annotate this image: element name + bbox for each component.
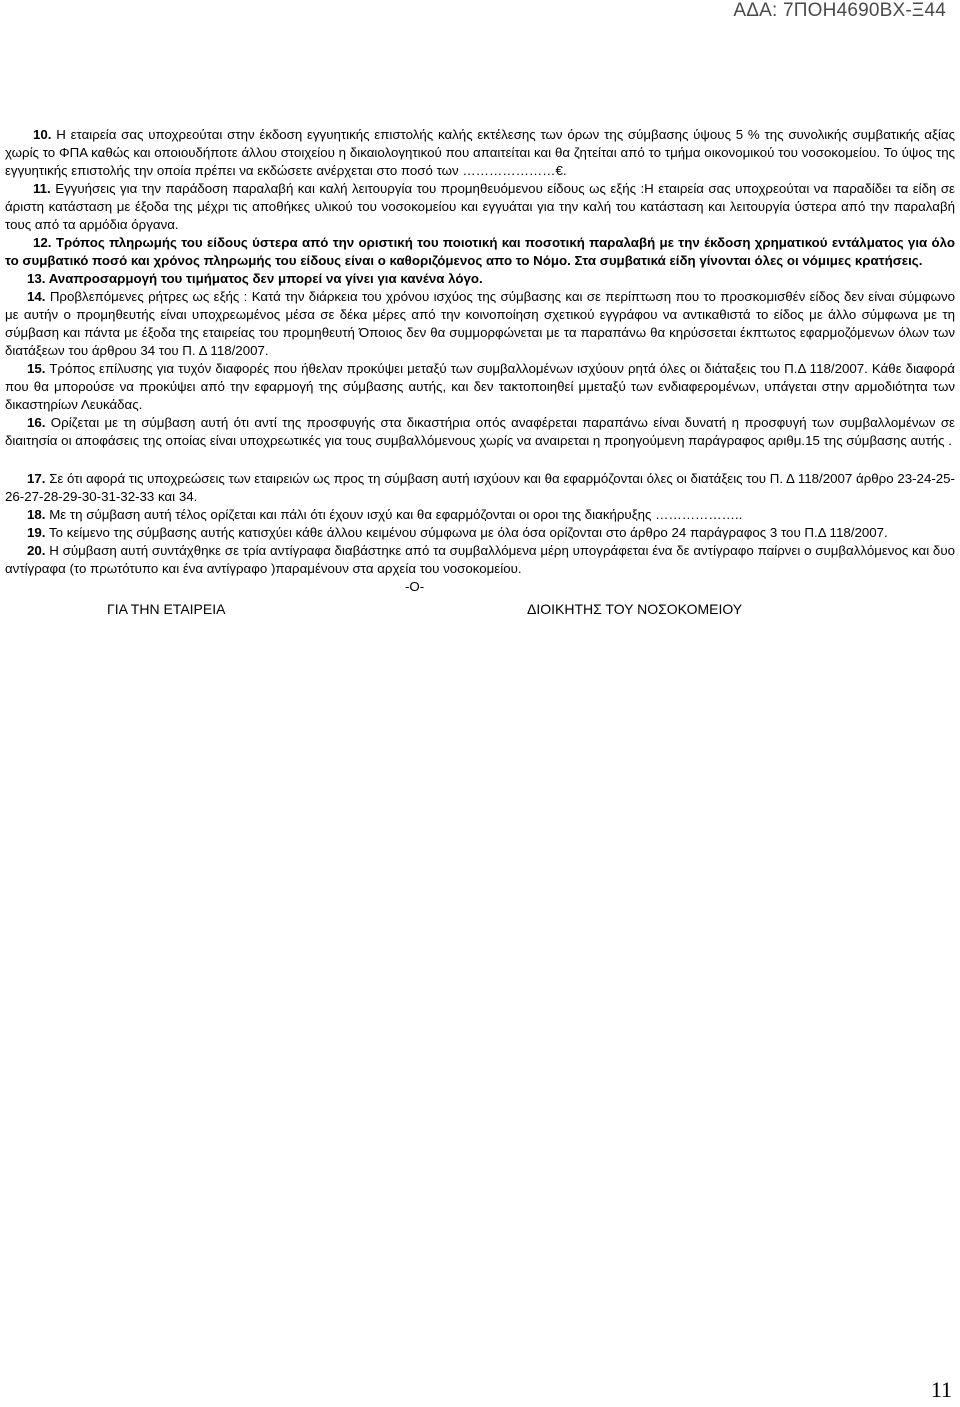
clause-13 <box>5 270 955 288</box>
signature-director: ΔΙΟΙΚΗΤΗΣ ΤΟΥ ΝΟΣΟΚΟΜΕΙΟΥ <box>527 601 743 617</box>
clause-text: Τρόπος πληρωμής του είδους ύστερα από την οριστική του ποιοτική και ποσοτική παραλαβή με την έκδοση χρηματικού εντάλματος για όλο το συμβατικό ποσό και χρόνος πληρωμής του είδους είναι ο καθοριζόμενος απο το Νόμο. Στα συμβατικά είδη γίνονται όλες οι νόμιμες κρατήσεις. <box>5 235 955 268</box>
clause-text: Σε ότι αφορά τις υποχρεώσεις των εταιρειών ως προς τη σύμβαση αυτή ισχύουν και θα εφαρμόζονται όλες οι διατάξεις του Π. Δ 118/2007 άρθρο 23-24-25-26-27-28-29-30-31-32-33 και 34. <box>5 471 955 504</box>
clause-text: Αναπροσαρμογή του τιμήματος δεν μπορεί να γίνει για κανένα λόγο. <box>45 271 483 286</box>
clause-number: 15. <box>27 361 46 376</box>
clause-number: 17. <box>27 471 46 486</box>
clause-15 <box>5 360 955 414</box>
clause-11 <box>5 180 955 234</box>
clause-14 <box>5 288 955 360</box>
contract-body <box>5 126 955 622</box>
closing-mark: -Ο- <box>405 579 425 594</box>
ada-code: ΑΔΑ: 7ΠΟΗ4690ΒΧ-Ξ44 <box>733 0 946 21</box>
spacer <box>5 450 955 470</box>
clause-10 <box>5 126 955 180</box>
clause-12 <box>5 234 955 270</box>
clause-text: Ορίζεται με τη σύμβαση αυτή ότι αντί της προσφυγής στα δικαστήρια οπός αναφέρεται παραπάνω είναι δυνατή η προσφυγή των συμβαλλομένων σε διαιτησία οι αποφάσεις της οποίας είναι υποχρεωτικές για τους συμβαλλόμενους χωρίς να αναιρεται η προηγούμενη παράγραφος αριθμ.15 της σύμβασης αυτής . <box>5 415 955 448</box>
clause-number: 14. <box>27 289 46 304</box>
page-number: 11 <box>930 1377 952 1402</box>
clause-17 <box>5 470 955 506</box>
clause-number: 19. <box>27 525 46 540</box>
clause-text: Το κείμενο της σύμβασης αυτής κατισχύει κάθε άλλου κειμένου σύμφωνα με όλα όσα ορίζονται στο άρθρο 24 παράγραφος 3 του Π.Δ 118/2007. <box>45 525 888 540</box>
clause-number: 10. <box>33 127 52 142</box>
clause-20 <box>5 542 955 578</box>
clause-text: Η εταιρεία σας υποχρεούται στην έκδοση εγγυητικής επιστολής καλής εκτέλεσης των όρων της σύμβασης ύψους 5 % της συνολικής συμβατικής αξίας χωρίς το ΦΠΑ καθώς και οποιουδήποτε άλλου στοιχείου η δικαιολογητικού που απαιτείται και θα ζητείται από το τμήμα οικονομικού του νοσοκομείου. Το ύψος της εγγυητικής επιστολής την οποία πρέπει να εκδώσετε ανέρχεται στο ποσό των …………………€. <box>5 127 955 178</box>
signature-company: ΓΙΑ ΤΗΝ ΕΤΑΙΡΕΙΑ <box>107 601 226 617</box>
clause-number: 20. <box>27 543 46 558</box>
clause-number: 12. <box>33 235 52 250</box>
clause-number: 18. <box>27 507 46 522</box>
clause-number: 16. <box>27 415 46 430</box>
clause-text: Με τη σύμβαση αυτή τέλος ορίζεται και πάλι ότι έχουν ισχύ και θα εφαρμόζονται οι οροι της διακήρυξης ……………….. <box>45 507 743 522</box>
clause-16 <box>5 414 955 450</box>
clause-text: Εγγυήσεις για την παράδοση παραλαβή και καλή λειτουργία του προμηθευόμενου είδους ως εξής :Η εταιρεία σας υποχρεούται να παραδίδει τα είδη σε άριστη κατάσταση με έξοδα της μέχρι τις αποθήκες υλικού του νοσοκομείου και εγγυάται για την καλή του κατάσταση και λειτουργία ύστερα από την παραλαβή τους από τα αρμόδια όργανα. <box>5 181 955 232</box>
clause-text: Η σύμβαση αυτή συντάχθηκε σε τρία αντίγραφα διαβάστηκε από τα συμβαλλόμενα μέρη υπογράφεται ένα δε αντίγραφο παίρνει ο συμβαλλόμενος και δυο αντίγραφα (το πρωτότυπο και ένα αντίγραφο )παραμένουν στα αρχεία του νοσοκομείου. <box>5 543 955 576</box>
clause-19 <box>5 524 955 542</box>
clause-number: 13. <box>27 271 46 286</box>
clause-number: 11. <box>33 181 51 196</box>
clause-18 <box>5 506 955 524</box>
signature-row <box>5 600 955 622</box>
clause-text: Προβλεπόμενες ρήτρες ως εξής : Κατά την διάρκεια του χρόνου ισχύος της σύμβασης και σε περίπτωση που το προσκομισθέν είδος δεν είναι σύμφωνο με αυτήν ο προμηθευτής είναι υποχρεωμένος μέσα σε δέκα μέρες από την κοινοποίηση σχετικού εγγράφου να αντικαθιστά το είδος με άλλο σύμφωνα με τη σύμβαση και πάντα με έξοδα της εταιρείας του προμηθευτή Όποιος δεν θα συμμορφώνεται με τα παραπάνω θα κηρύσσεται έκπτωτος εφαρμοζόμενων όλων των διατάξεων του άρθρου 34 του Π. Δ 118/2007. <box>5 289 955 358</box>
clause-text: Τρόπος επίλυσης για τυχόν διαφορές που ήθελαν προκύψει μεταξύ των συμβαλλομένων ισχύουν ρητά όλες οι διάταξεις του Π.Δ 118/2007. Κάθε διαφορά που θα μπορούσε να προκύψει από την εφαρμογή της σύμβασης αυτής, και δεν τακτοποιηθεί μμεταξύ των ενδιαφερομένων, υπάγεται στην αρμοδιότητα των δικαστηρίων Λευκάδας. <box>5 361 955 412</box>
